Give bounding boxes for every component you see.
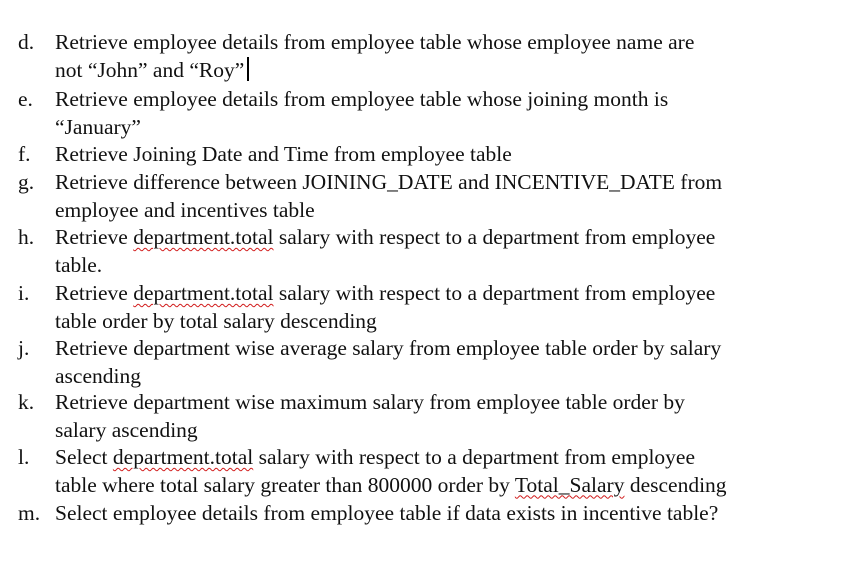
text-line bbox=[55, 444, 818, 472]
list-item-i bbox=[18, 280, 818, 335]
text-run: Select bbox=[55, 445, 113, 469]
list-item-k bbox=[18, 389, 818, 444]
list-marker: i. bbox=[18, 281, 30, 305]
item-text bbox=[55, 444, 818, 499]
item-text bbox=[55, 224, 818, 279]
item-text bbox=[55, 500, 818, 528]
spellcheck-flagged-word[interactable]: department.total bbox=[133, 281, 274, 305]
text-line: Retrieve Joining Date and Time from employee table bbox=[55, 142, 512, 166]
list-marker: g. bbox=[18, 170, 35, 194]
text-line: Retrieve department wise average salary from employee table order by salary bbox=[55, 336, 722, 360]
list-marker: e. bbox=[18, 87, 33, 111]
text-line: Retrieve department wise maximum salary from employee table order by bbox=[55, 390, 685, 414]
text-line: table. bbox=[55, 252, 103, 277]
item-text bbox=[55, 389, 818, 444]
text-line: Retrieve employee details from employee table whose joining month is bbox=[55, 87, 669, 111]
spellcheck-flagged-word[interactable]: department.total bbox=[112, 445, 254, 469]
item-text bbox=[55, 86, 818, 141]
text-run: Retrieve bbox=[55, 281, 134, 305]
text-line: table order by total salary descending bbox=[55, 308, 377, 333]
list-item-l bbox=[18, 444, 818, 499]
text-line bbox=[55, 472, 818, 500]
list-marker: k. bbox=[18, 390, 35, 414]
text-line bbox=[55, 224, 818, 252]
text-run: salary with respect to a department from employee bbox=[273, 225, 716, 249]
text-run: salary with respect to a department from employee bbox=[273, 281, 716, 305]
text-line: Retrieve employee details from employee table whose employee name are bbox=[55, 30, 695, 54]
list-marker: f. bbox=[18, 142, 31, 166]
item-text bbox=[55, 280, 818, 335]
list-item-j bbox=[18, 335, 818, 390]
text-line: employee and incentives table bbox=[55, 197, 315, 222]
text-line: Retrieve difference between JOINING_DATE and INCENTIVE_DATE from bbox=[55, 170, 723, 194]
list-item-f bbox=[18, 141, 818, 169]
text-line: “January” bbox=[55, 114, 141, 139]
list-item-m bbox=[18, 500, 818, 528]
spellcheck-flagged-word[interactable]: department.total bbox=[133, 225, 274, 249]
list-marker: d. bbox=[18, 30, 35, 54]
list-marker: l. bbox=[18, 445, 30, 469]
text-line: Select employee details from employee table if data exists in incentive table? bbox=[55, 501, 719, 525]
text-line: salary ascending bbox=[55, 417, 198, 442]
text-cursor bbox=[247, 57, 249, 81]
list-marker: m. bbox=[18, 501, 41, 525]
text-line-with-cursor bbox=[55, 57, 818, 85]
text-run: descending bbox=[624, 472, 727, 497]
list-item-h bbox=[18, 224, 818, 279]
text-line: ascending bbox=[55, 363, 141, 388]
text-run: salary with respect to a department from employee bbox=[253, 445, 695, 469]
item-text bbox=[55, 335, 818, 390]
text-line bbox=[55, 280, 818, 308]
list-item-d bbox=[18, 29, 818, 84]
list-item-g bbox=[18, 169, 818, 224]
list-item-e bbox=[18, 86, 818, 141]
list-marker: h. bbox=[18, 225, 35, 249]
item-text bbox=[55, 141, 818, 169]
text-run: table where total salary greater than 800000 order by bbox=[55, 472, 515, 497]
item-text bbox=[55, 29, 818, 84]
text-run: Retrieve bbox=[55, 225, 134, 249]
item-text bbox=[55, 169, 818, 224]
spellcheck-flagged-word[interactable]: Total_Salary bbox=[514, 472, 625, 497]
list-marker: j. bbox=[18, 336, 30, 360]
text-line: not “John” and “Roy” bbox=[55, 57, 245, 82]
